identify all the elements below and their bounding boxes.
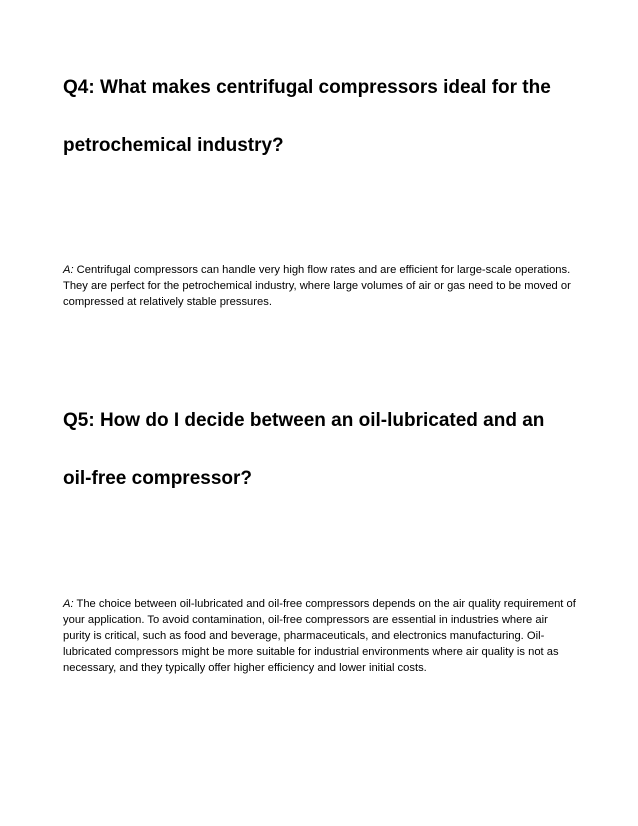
answer-4-text: Centrifugal compressors can handle very high flow rates and are efficient for large-scale operations. They are perfect for the petrochemical industry, where large volumes of air or gas need to be moved or compressed at relatively stable pressures. [63,264,571,308]
answer-4-paragraph [63,262,578,310]
question-5-heading [63,402,583,498]
question-4-line-2: petrochemical industry? [63,135,284,156]
question-4-line-1: Q4: What makes centrifugal compressors ideal for the [63,77,551,98]
question-4-heading [63,69,583,165]
answer-5-prefix: A: [63,598,74,610]
answer-5-paragraph [63,596,578,676]
question-5-line-2: oil-free compressor? [63,468,252,489]
question-5-line-1: Q5: How do I decide between an oil-lubricated and an [63,410,545,431]
answer-5-text: The choice between oil-lubricated and oil-free compressors depends on the air quality requirement of your application. To avoid contamination, oil-free compressors are essential in industries where air purity is critical, such as food and beverage, pharmaceuticals, and electronics manufacturing. Oil-lubricated compressors might be more suitable for industrial environments where air quality is not as necessary, and they typically offer higher efficiency and lower initial costs. [63,598,576,674]
answer-4-prefix: A: [63,264,74,276]
